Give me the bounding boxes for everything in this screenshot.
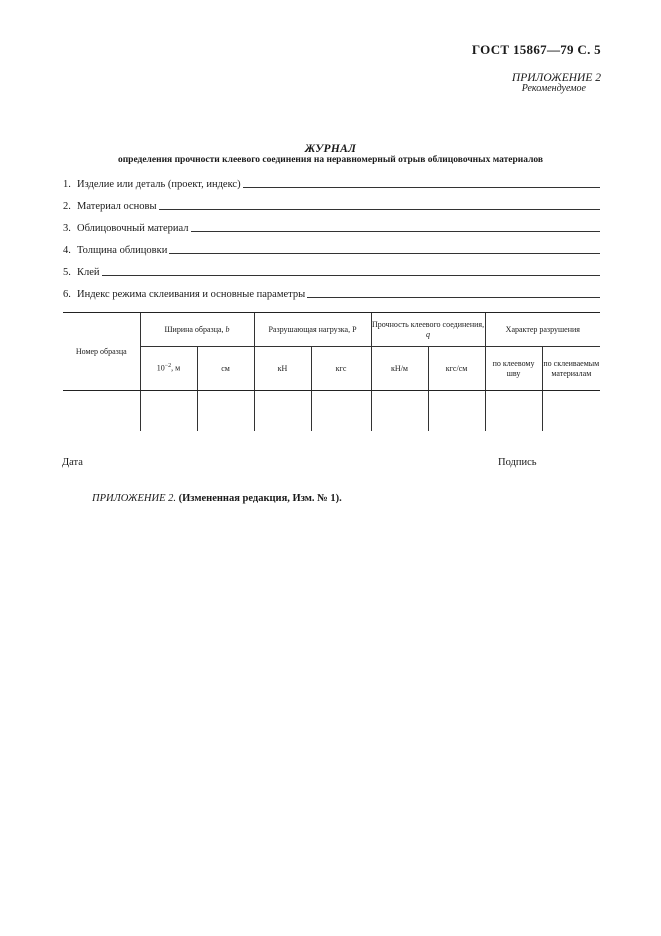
table-cell[interactable]: [428, 391, 485, 431]
header-joint-strength: Прочность клеевого соединения, q: [371, 313, 485, 347]
table-cell[interactable]: [311, 391, 371, 431]
field-label: Индекс режима склеивания и основные параметры: [77, 289, 306, 300]
journal-subtitle: определения прочности клеевого соединения на неравномерный отрыв облицовочных материалов: [117, 155, 544, 165]
appendix-label: ПРИЛОЖЕНИЕ 2: [511, 72, 601, 84]
journal-table: [63, 312, 600, 431]
field-label: Толщина облицовки: [77, 245, 168, 256]
table-cell[interactable]: [254, 391, 311, 431]
table-cell[interactable]: [485, 391, 542, 431]
appendix-status: Рекомендуемое: [521, 83, 586, 94]
field-number: 2.: [63, 201, 71, 212]
field-number: 1.: [63, 179, 71, 190]
table-row: [63, 391, 600, 431]
field-base-material: [63, 198, 600, 212]
table-cell[interactable]: [371, 391, 428, 431]
header-breaking-load: Разрушающая нагрузка, P: [254, 313, 371, 347]
subheader-width-cm: см: [197, 347, 254, 391]
subheader-load-kn: кН: [254, 347, 311, 391]
fill-line[interactable]: [159, 208, 600, 210]
amendment-note: [92, 493, 342, 504]
subheader-strength-kn-m: кН/м: [371, 347, 428, 391]
field-label: Облицовочный материал: [77, 223, 189, 234]
table-cell[interactable]: [542, 391, 600, 431]
subheader-width-m: $10^{-2}$, м: [140, 347, 197, 391]
header-sample-number: Номер образца: [63, 313, 140, 391]
table-cell[interactable]: [197, 391, 254, 431]
field-label: Материал основы: [77, 201, 157, 212]
journal-title: ЖУРНАЛ: [304, 143, 357, 155]
fill-line[interactable]: [169, 252, 600, 254]
signature-label: Подпись: [498, 457, 537, 468]
subheader-strength-kgs-cm: кгс/см: [428, 347, 485, 391]
field-label: Изделие или деталь (проект, индекс): [77, 179, 241, 190]
field-facing-material: [63, 220, 600, 234]
fill-line[interactable]: [307, 296, 600, 298]
date-label: Дата: [62, 457, 83, 468]
field-number: 6.: [63, 289, 71, 300]
fill-line[interactable]: [102, 274, 600, 276]
field-number: 5.: [63, 267, 71, 278]
amendment-note-text: (Измененная редакция, Изм. № 1).: [178, 493, 342, 504]
fill-line[interactable]: [243, 186, 600, 188]
field-facing-thickness: [63, 242, 600, 256]
field-number: 4.: [63, 245, 71, 256]
field-number: 3.: [63, 223, 71, 234]
subheader-failure-glue-seam: по клеевому шву: [485, 347, 542, 391]
fill-line[interactable]: [191, 230, 600, 232]
table-cell[interactable]: [63, 391, 140, 431]
subheader-failure-materials: по склеиваемым материалам: [542, 347, 600, 391]
amendment-note-appendix: ПРИЛОЖЕНИЕ 2.: [92, 493, 176, 504]
field-glue: [63, 264, 600, 278]
subheader-load-kgs: кгс: [311, 347, 371, 391]
field-gluing-mode: [63, 286, 600, 300]
table-cell[interactable]: [140, 391, 197, 431]
header-sample-width: Ширина образца, b: [140, 313, 254, 347]
field-label: Клей: [77, 267, 100, 278]
header-failure-type: Характер разрушения: [485, 313, 600, 347]
field-product: [63, 176, 600, 190]
document-page-header: ГОСТ 15867—79 С. 5: [471, 42, 601, 57]
